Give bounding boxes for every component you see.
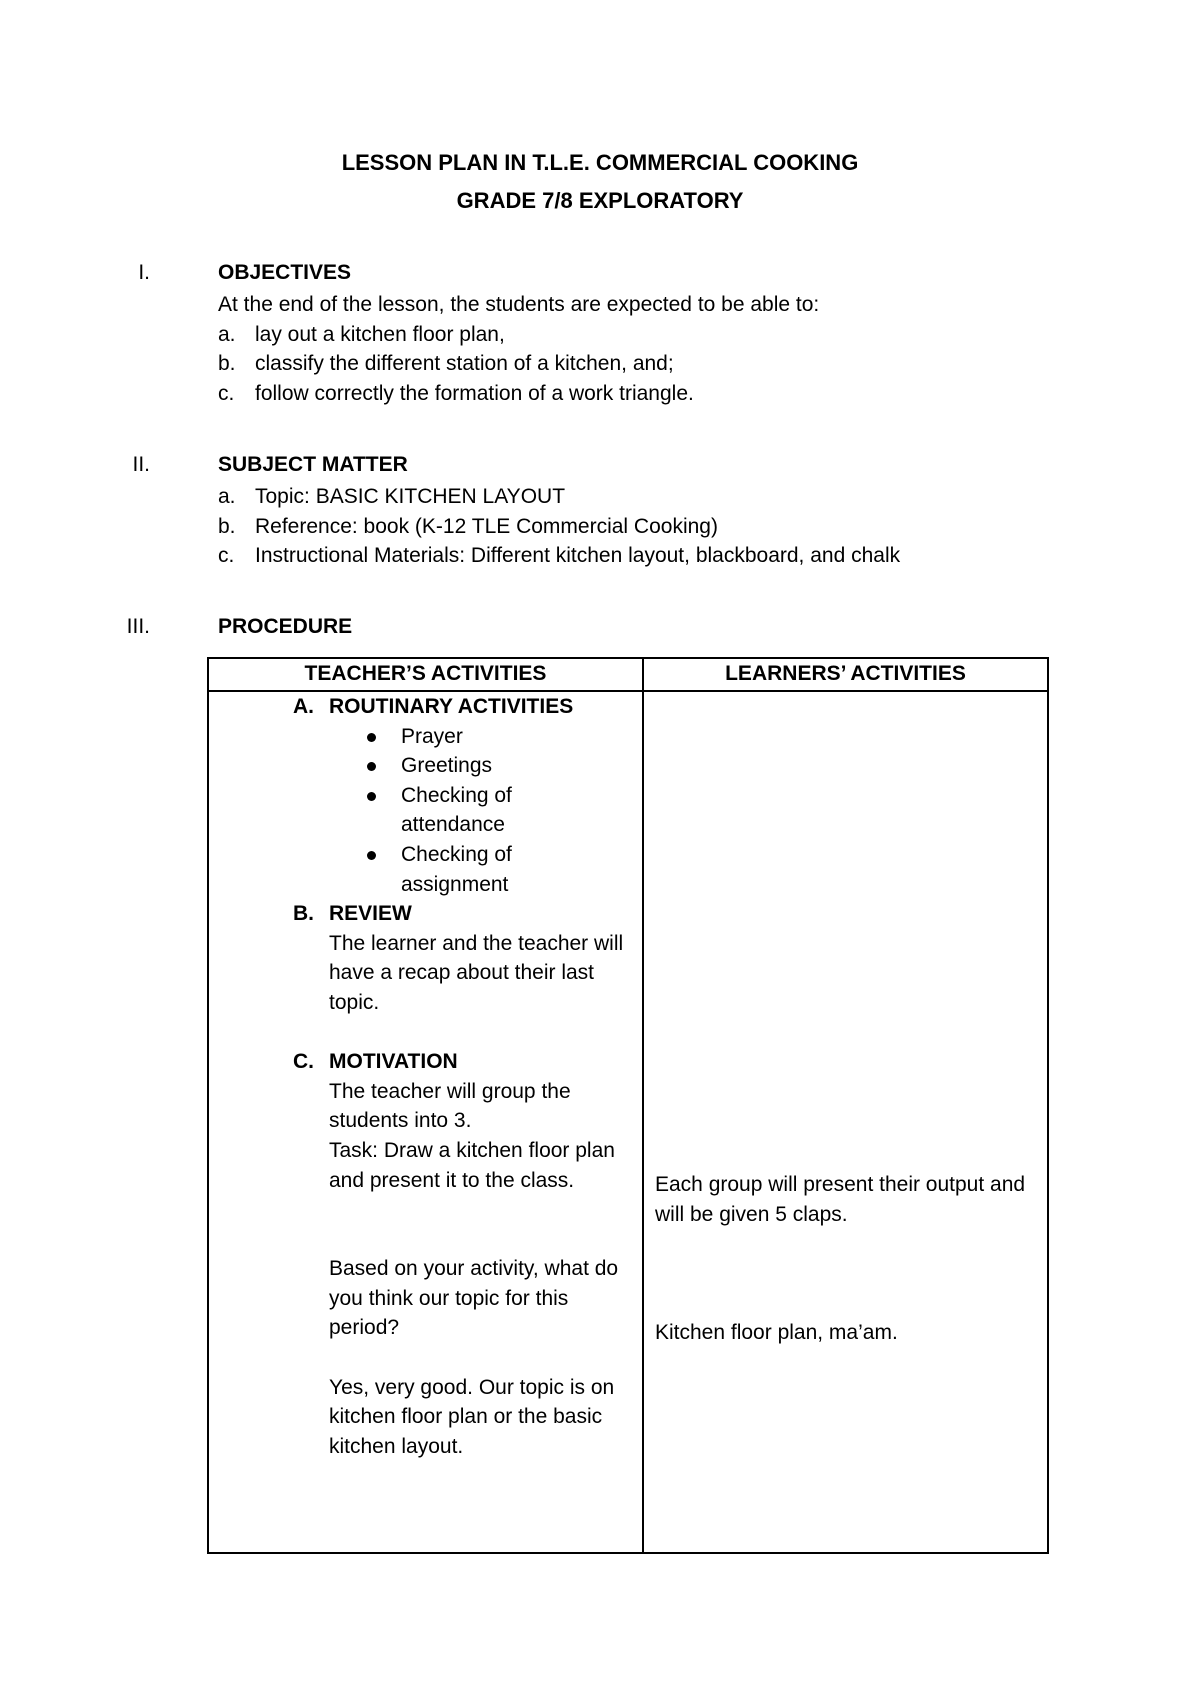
header-learner-activities: LEARNERS’ ACTIVITIES — [643, 658, 1048, 691]
list-item — [218, 349, 1118, 379]
bullet-icon — [367, 762, 376, 771]
section-heading-subject-matter: SUBJECT MATTER — [218, 453, 408, 476]
bullet-item — [401, 781, 571, 840]
bullet-text: Checking of assignment — [401, 842, 512, 896]
section-heading-objectives: OBJECTIVES — [218, 261, 352, 284]
learner-response-output: Each group will present their output and will be given 5 claps. — [655, 1173, 1026, 1226]
section-numeral-objectives: I. — [138, 261, 150, 284]
motivation-text: The teacher will group the students into 3. — [329, 1079, 571, 1133]
motivation-task: Task: Draw a kitchen floor plan and present it to the class. — [329, 1138, 615, 1192]
list-item-text: Instructional Materials: Different kitchen layout, blackboard, and chalk — [255, 544, 901, 568]
routinary-heading: ROUTINARY ACTIVITIES — [329, 695, 574, 718]
list-marker: c. — [218, 381, 235, 405]
block-letter: B. — [293, 902, 314, 926]
header-teacher-activities: TEACHER’S ACTIVITIES — [208, 658, 643, 691]
learner-activities-cell — [643, 691, 1048, 1553]
bullet-text: Checking of attendance — [401, 783, 512, 837]
bullet-icon — [367, 733, 376, 742]
section-numeral-subject-matter: II. — [132, 453, 150, 476]
document-subtitle: GRADE 7/8 EXPLORATORY — [456, 188, 744, 213]
subject-matter-body — [218, 482, 1118, 571]
motivation-affirmation: Yes, very good. Our topic is on kitchen floor plan or the basic kitchen layout. — [329, 1375, 615, 1458]
list-item — [218, 541, 1118, 571]
list-marker: c. — [218, 544, 235, 568]
table-header-row — [208, 658, 1048, 691]
bullet-icon — [367, 792, 376, 801]
list-item — [218, 379, 1118, 409]
motivation-block — [209, 1047, 629, 1461]
block-letter: C. — [293, 1050, 314, 1074]
procedure-table — [207, 657, 1049, 1554]
bullet-text: Greetings — [401, 754, 493, 778]
review-block — [209, 899, 629, 1017]
objectives-body — [218, 290, 1118, 408]
motivation-question: Based on your activity, what do you think our topic for this period? — [329, 1257, 619, 1340]
document-title: LESSON PLAN IN T.L.E. COMMERCIAL COOKING — [341, 150, 859, 175]
review-heading: REVIEW — [329, 902, 412, 926]
table-row — [208, 691, 1048, 1553]
subject-matter-list — [218, 482, 1118, 571]
list-item-text: follow correctly the formation of a work triangle. — [255, 381, 694, 405]
list-item — [218, 512, 1118, 542]
motivation-heading: MOTIVATION — [329, 1050, 458, 1074]
list-item-text: Reference: book (K-12 TLE Commercial Cooking) — [255, 514, 718, 538]
list-item-text: Topic: BASIC KITCHEN LAYOUT — [255, 485, 566, 508]
spacer — [209, 1018, 642, 1048]
section-heading-procedure: PROCEDURE — [218, 615, 353, 638]
block-letter: A. — [293, 695, 314, 718]
objectives-list — [218, 320, 1118, 409]
bullet-item — [401, 722, 571, 752]
bullet-icon — [367, 851, 376, 860]
objectives-intro: At the end of the lesson, the students are expected to be able to: — [218, 293, 820, 316]
routinary-bullet-list — [329, 722, 629, 900]
bullet-item — [401, 840, 571, 899]
learner-response-topic: Kitchen floor plan, ma’am. — [655, 1321, 898, 1344]
list-marker: a. — [218, 485, 236, 508]
spacer — [329, 1195, 629, 1254]
bullet-item — [401, 751, 571, 781]
routinary-activities-block — [209, 692, 629, 899]
list-marker: a. — [218, 322, 236, 346]
teacher-activities-cell — [208, 691, 643, 1553]
list-marker: b. — [218, 352, 236, 376]
list-item-text: classify the different station of a kitchen, and; — [255, 352, 674, 376]
bullet-text: Prayer — [401, 724, 463, 748]
section-numeral-procedure: III. — [126, 615, 150, 638]
list-marker: b. — [218, 514, 236, 538]
spacer — [329, 1343, 629, 1373]
list-item-text: lay out a kitchen floor plan, — [255, 322, 505, 346]
list-item — [218, 320, 1118, 350]
list-item — [218, 482, 1118, 512]
review-text: The learner and the teacher will have a recap about their last topic. — [329, 931, 624, 1014]
